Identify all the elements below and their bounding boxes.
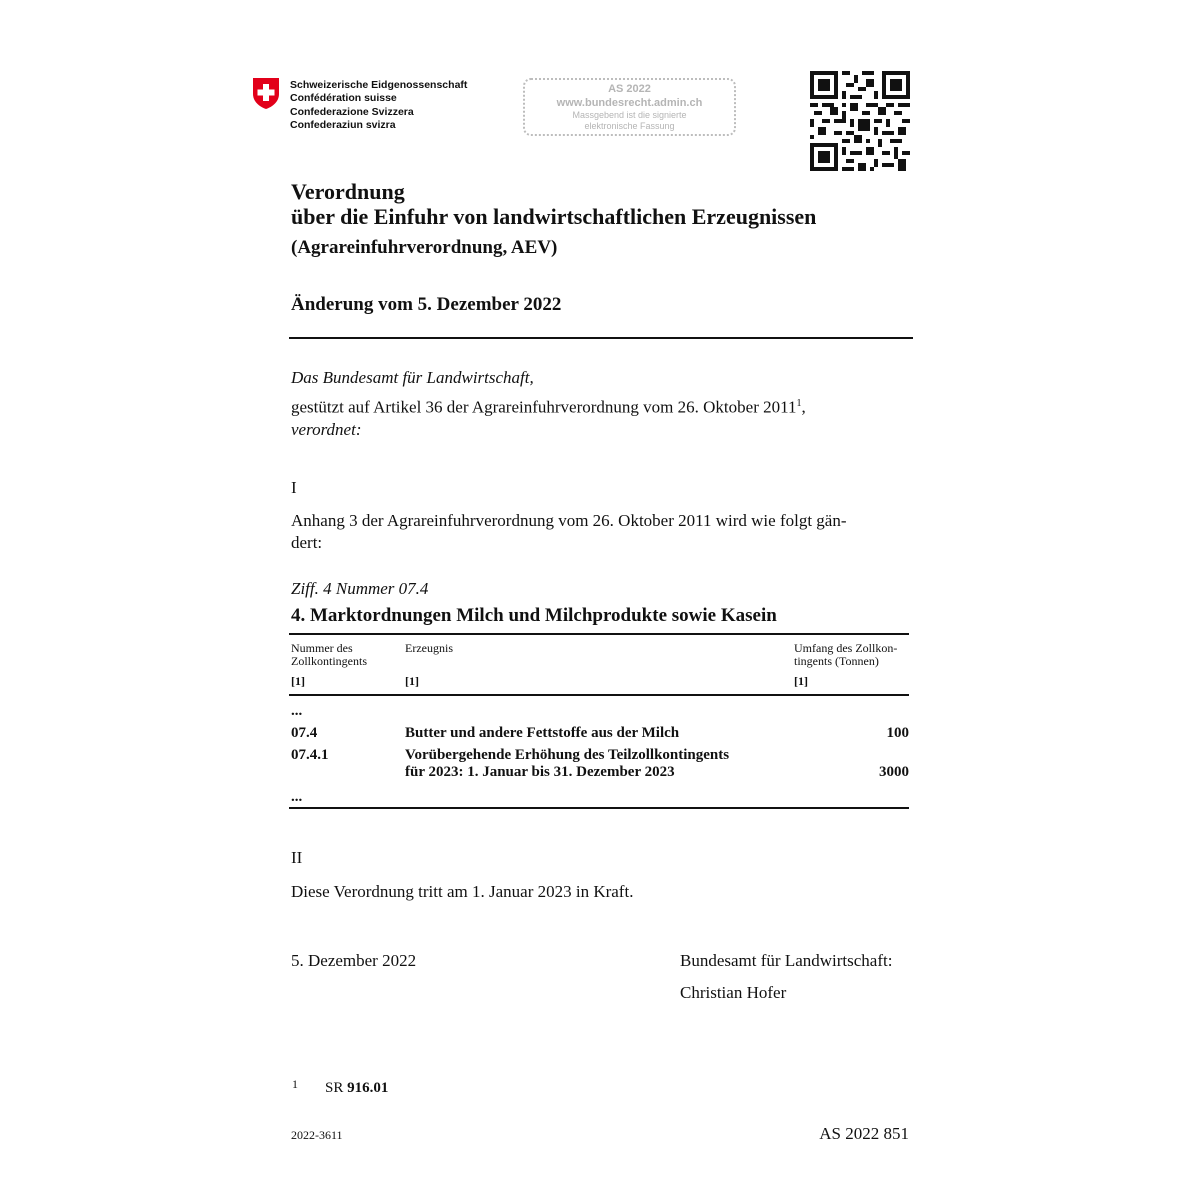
table-header-number [291, 642, 367, 668]
table-row-product: Butter und andere Fettstoffe aus der Milch [405, 725, 680, 741]
preamble-issuer: Das Bundesamt für Landwirtschaft, [291, 368, 534, 387]
footnote-number: 1 [292, 1077, 298, 1091]
publication-stamp [523, 78, 736, 136]
table-subheader-1: [1] [291, 674, 305, 688]
preamble-basis-end: , [801, 397, 806, 417]
section-2-number: II [291, 848, 303, 867]
table-subheader-2: [1] [405, 674, 419, 688]
swiss-cross-icon [251, 76, 281, 110]
footnote-prefix: SR [325, 1080, 344, 1096]
table-bottom-rule [289, 807, 909, 809]
signature-name: Christian Hofer [680, 983, 787, 1002]
table-header-amount-line-1: Umfang des Zollkon- [794, 641, 898, 655]
stamp-collection: AS 2022 [608, 83, 651, 95]
footnote-reference[interactable]: 1 [796, 398, 802, 409]
preamble-basis [291, 393, 806, 419]
footnote-sr-number[interactable]: 916.01 [347, 1080, 389, 1096]
qr-code-icon [810, 71, 910, 171]
signature-office: Bundesamt für Landwirtschaft: [680, 951, 893, 970]
title-divider [289, 337, 913, 339]
table-top-rule [289, 633, 909, 635]
section-1-text-line-2: dert: [291, 533, 323, 552]
footnote-text [325, 1079, 388, 1097]
table-header-amount-line-2: tingents (Tonnen) [794, 654, 879, 668]
section-1-text-line-1: Anhang 3 der Agrareinfuhrverordnung vom 26. Oktober 2011 wird wie folgt gän- [291, 511, 847, 530]
federation-line-fr: Confédération suisse [290, 92, 397, 105]
table-subheader-3: [1] [794, 674, 808, 688]
table-header-rule [289, 694, 909, 696]
table-row-product-line-1: Vorübergehende Erhöhung des Teilzollkontingents [405, 747, 730, 763]
federation-name [290, 79, 467, 133]
federation-line-rm: Confederaziun svizra [290, 119, 396, 132]
table-ellipsis-top: ... [291, 703, 303, 719]
amendment-date: Änderung vom 5. Dezember 2022 [291, 294, 562, 315]
preamble-decree: verordnet: [291, 420, 362, 439]
table-header-product: Erzeugnis [405, 641, 453, 655]
signature-date: 5. Dezember 2022 [291, 951, 417, 970]
table-row-product-line-2: für 2023: 1. Januar bis 31. Dezember 2023 [405, 764, 675, 780]
preamble-basis-text: gestützt auf Artikel 36 der Agrareinfuhrverordnung vom 26. Oktober 2011 [291, 397, 797, 417]
section-1-reference: Ziff. 4 Nummer 07.4 [291, 579, 429, 598]
document-id: 2022-3611 [291, 1128, 343, 1142]
stamp-url[interactable]: www.bundesrecht.admin.ch [556, 97, 703, 109]
section-2-text: Diese Verordnung tritt am 1. Januar 2023 in Kraft. [291, 882, 634, 901]
federation-line-de: Schweizerische Eidgenossenschaft [290, 79, 468, 91]
table-row-amount: 3000 [879, 764, 909, 780]
table-row-amount: 100 [886, 725, 909, 741]
title-line-2: über die Einfuhr von landwirtschaftlichen Erzeugnissen [291, 204, 817, 229]
federation-line-it: Confederazione Svizzera [290, 105, 414, 118]
table-row-number: 07.4.1 [291, 747, 329, 763]
stamp-note-1: Massgebend ist die signierte [572, 110, 687, 120]
table-header-number-line-1: Nummer des [291, 641, 353, 655]
title-line-1: Verordnung [291, 179, 405, 204]
title-short-name: (Agrareinfuhrverordnung, AEV) [291, 237, 558, 258]
stamp-note-2: elektronische Fassung [584, 121, 675, 131]
section-1-number: I [291, 478, 297, 497]
table-ellipsis-bottom: ... [291, 789, 303, 805]
page-reference: AS 2022 851 [819, 1124, 909, 1143]
section-4-heading: 4. Marktordnungen Milch und Milchprodukte sowie Kasein [291, 605, 777, 626]
table-header-amount [794, 642, 897, 668]
table-row-number: 07.4 [291, 725, 318, 741]
table-header-number-line-2: Zollkontingents [291, 654, 367, 668]
